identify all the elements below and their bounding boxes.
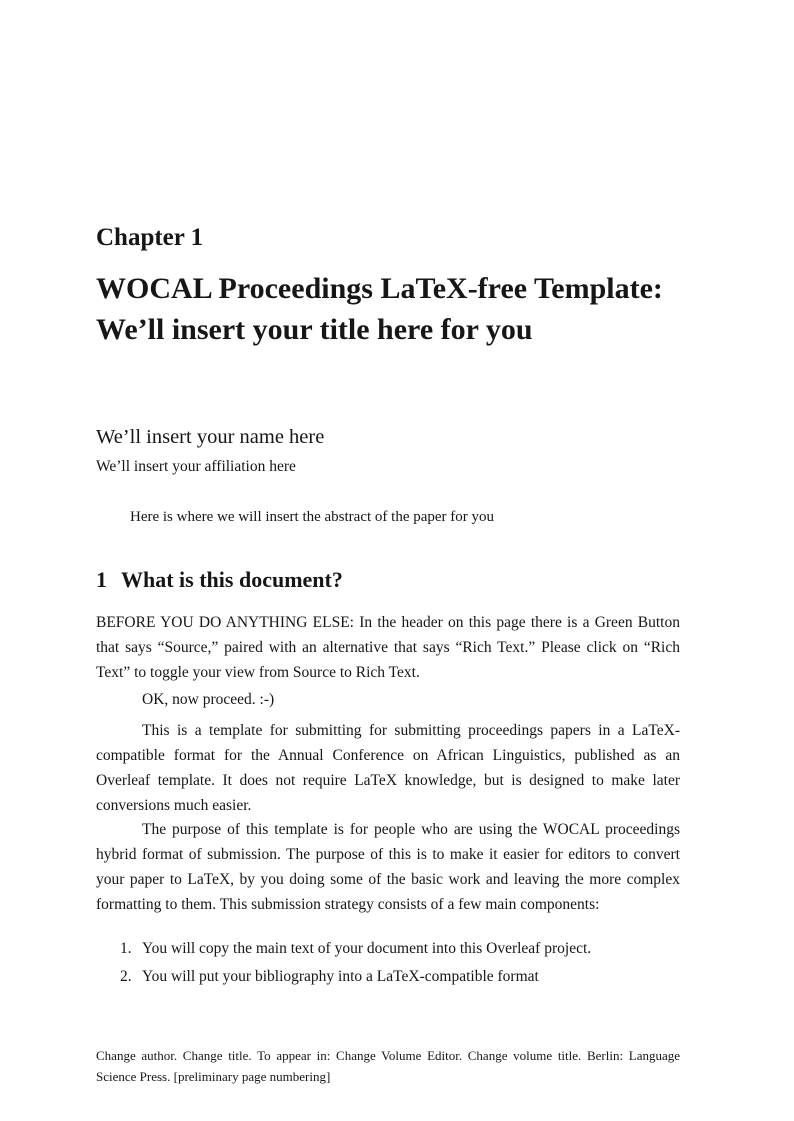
abstract-text: Here is where we will insert the abstract of the paper for you bbox=[130, 509, 495, 525]
author-name: We’ll insert your name here bbox=[96, 426, 325, 448]
list-item bbox=[120, 964, 680, 989]
chapter-label: Chapter 1 bbox=[96, 224, 204, 251]
paragraph-ok-now-proceed: OK, now proceed. :-) bbox=[142, 691, 275, 708]
section-heading bbox=[96, 566, 680, 593]
paragraph-template-description: This is a template for submitting for submitting proceedings papers in a LaTeX-compatible format for the Annual Conference on African Linguistics, published as an Overleaf template. It does not require LaTeX knowledge, but is designed to make later conversions much easier. bbox=[96, 722, 680, 814]
list-item-text: You will copy the main text of your document into this Overleaf project. bbox=[142, 940, 592, 957]
list-item bbox=[120, 936, 680, 961]
author-affiliation: We’ll insert your affiliation here bbox=[96, 458, 296, 475]
page-footer-citation: Change author. Change title. To appear in: Change Volume Editor. Change volume title. Berlin: Language Science Press. [preliminary page numbering] bbox=[96, 1048, 680, 1084]
section-number: 1 bbox=[96, 567, 107, 592]
section-title: What is this document? bbox=[121, 567, 343, 592]
list-item-number: 1. bbox=[120, 940, 132, 957]
numbered-list bbox=[120, 936, 680, 992]
paragraph-before-you-do-anything: BEFORE YOU DO ANYTHING ELSE: In the header on this page there is a Green Button that says “Source,” paired with an alternative that says “Rich Text.” Please click on “Rich Text” to toggle your view from Source to Rich Text. bbox=[96, 614, 680, 681]
list-item-number: 2. bbox=[120, 968, 132, 985]
list-item-text: You will put your bibliography into a LaTeX-compatible format bbox=[142, 968, 539, 985]
document-title: WOCAL Proceedings LaTeX-free Template: We’ll insert your title here for you bbox=[96, 272, 663, 346]
paragraph-template-purpose: The purpose of this template is for people who are using the WOCAL proceedings hybrid format of submission. The purpose of this is to make it easier for editors to convert your paper to LaTeX, by you doing some of the basic work and leaving the more complex formatting to them. This submission strategy consists of a few main components: bbox=[96, 821, 680, 913]
